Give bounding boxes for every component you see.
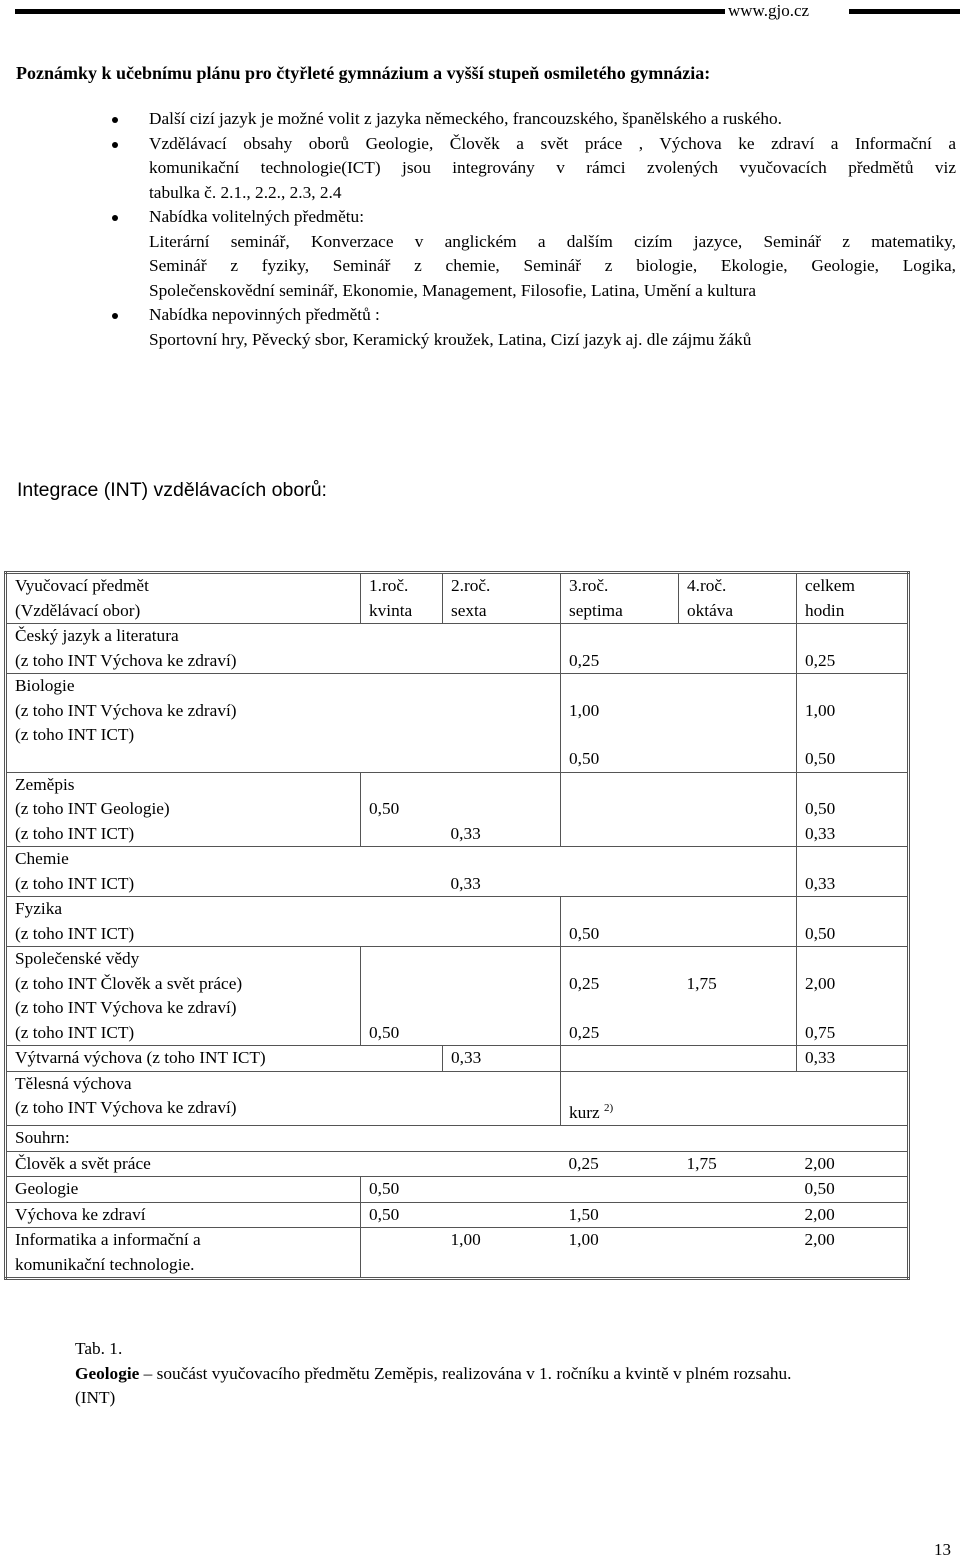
list-item: Nabídka volitelných předmětu: Literární seminář, Konverzace v anglickém a dalším cizím jazyce, Seminář z matematiky, Seminář z fyziky, Seminář z chemie, Seminář z biologie, Ekologie, Geologie, Logika, Společenskovědní seminář, Ekonomie, Management, Filosofie, Latina, Umění a kultura xyxy=(0,205,956,303)
notes-list xyxy=(0,107,956,352)
integration-table xyxy=(4,571,910,1280)
table-row: Biologie (z toho INT Výchova ke zdraví) (z toho INT ICT) 1,00 0,50 1,00 0,50 xyxy=(6,674,909,773)
header-url[interactable]: www.gjo.cz xyxy=(728,1,810,20)
page-number: 13 xyxy=(934,1540,951,1559)
list-item: Vzdělávací obsahy oborů Geologie, Člověk a svět práce , Výchova ke zdraví a Informační a komunikační technologie(ICT) jsou integrovány v rámci zvolených vyučovacích předmětů viz tabulka č. 2.1., 2.2., 2.3, 2.4 xyxy=(0,132,956,206)
bullet-icon xyxy=(112,117,118,123)
bullet-icon xyxy=(112,142,118,148)
table-row: Společenské vědy (z toho INT Člověk a svět práce) (z toho INT Výchova ke zdraví) (z toho INT ICT) 0,50 0,25 0,25 1,75 2,00 0,75 xyxy=(6,947,909,1046)
table-row: Výtvarná výchova (z toho INT ICT) 0,33 0,33 xyxy=(6,1046,909,1072)
table-row: Výchova ke zdraví 0,50 1,50 2,00 xyxy=(6,1202,909,1228)
table-caption: Tab. 1. xyxy=(75,1339,123,1358)
table-row: Zeměpis (z toho INT Geologie) (z toho INT ICT) 0,50 0,33 0,50 0,33 xyxy=(6,772,909,847)
table-row: Informatika a informační a komunikační technologie. 1,00 1,00 2,00 xyxy=(6,1228,909,1279)
table-row: Fyzika (z toho INT ICT) 0,50 0,50 xyxy=(6,897,909,947)
list-item: Další cizí jazyk je možné volit z jazyka německého, francouzského, španělského a ruského. xyxy=(0,107,956,132)
table-row: Člověk a svět práce 0,25 1,75 2,00 xyxy=(6,1151,909,1177)
table-row: Souhrn: xyxy=(6,1126,909,1152)
notes-title: Poznámky k učebnímu plánu pro čtyřleté gymnázium a vyšší stupeň osmiletého gymnázia: xyxy=(16,63,711,83)
list-item: Nabídka nepovinných předmětů : Sportovní hry, Pěvecký sbor, Keramický kroužek, Latina, Cizí jazyk aj. dle zájmu žáků xyxy=(0,303,956,352)
header-rule-left xyxy=(15,9,725,14)
table-row: Tělesná výchova (z toho INT Výchova ke zdraví) kurz $^{2)}$ xyxy=(6,1071,909,1126)
header-rule-right xyxy=(849,9,960,14)
table-row: Český jazyk a literatura (z toho INT Výchova ke zdraví) 0,25 0,25 xyxy=(6,624,909,674)
table-row: Geologie 0,50 0,50 xyxy=(6,1177,909,1203)
table-row: Chemie (z toho INT ICT) 0,33 0,33 xyxy=(6,847,909,897)
bullet-icon xyxy=(112,215,118,221)
bullet-icon xyxy=(112,313,118,319)
integration-title: Integrace (INT) vzdělávacích oborů: xyxy=(17,479,327,501)
table-header-row: Vyučovací předmět (Vzdělávací obor) 1.roč. kvinta 2.roč. sexta 3.roč. septima 4.roč. oktáva celkem hodin xyxy=(6,573,909,624)
table-footnote: Tab. 1. Geologie – součást vyučovacího předmětu Zeměpis, realizována v 1. ročníku a kvintě v plném rozsahu. (INT) xyxy=(75,1337,956,1411)
footnote-text: Geologie – součást vyučovacího předmětu Zeměpis, realizována v 1. ročníku a kvintě v plném rozsahu. xyxy=(75,1363,792,1383)
